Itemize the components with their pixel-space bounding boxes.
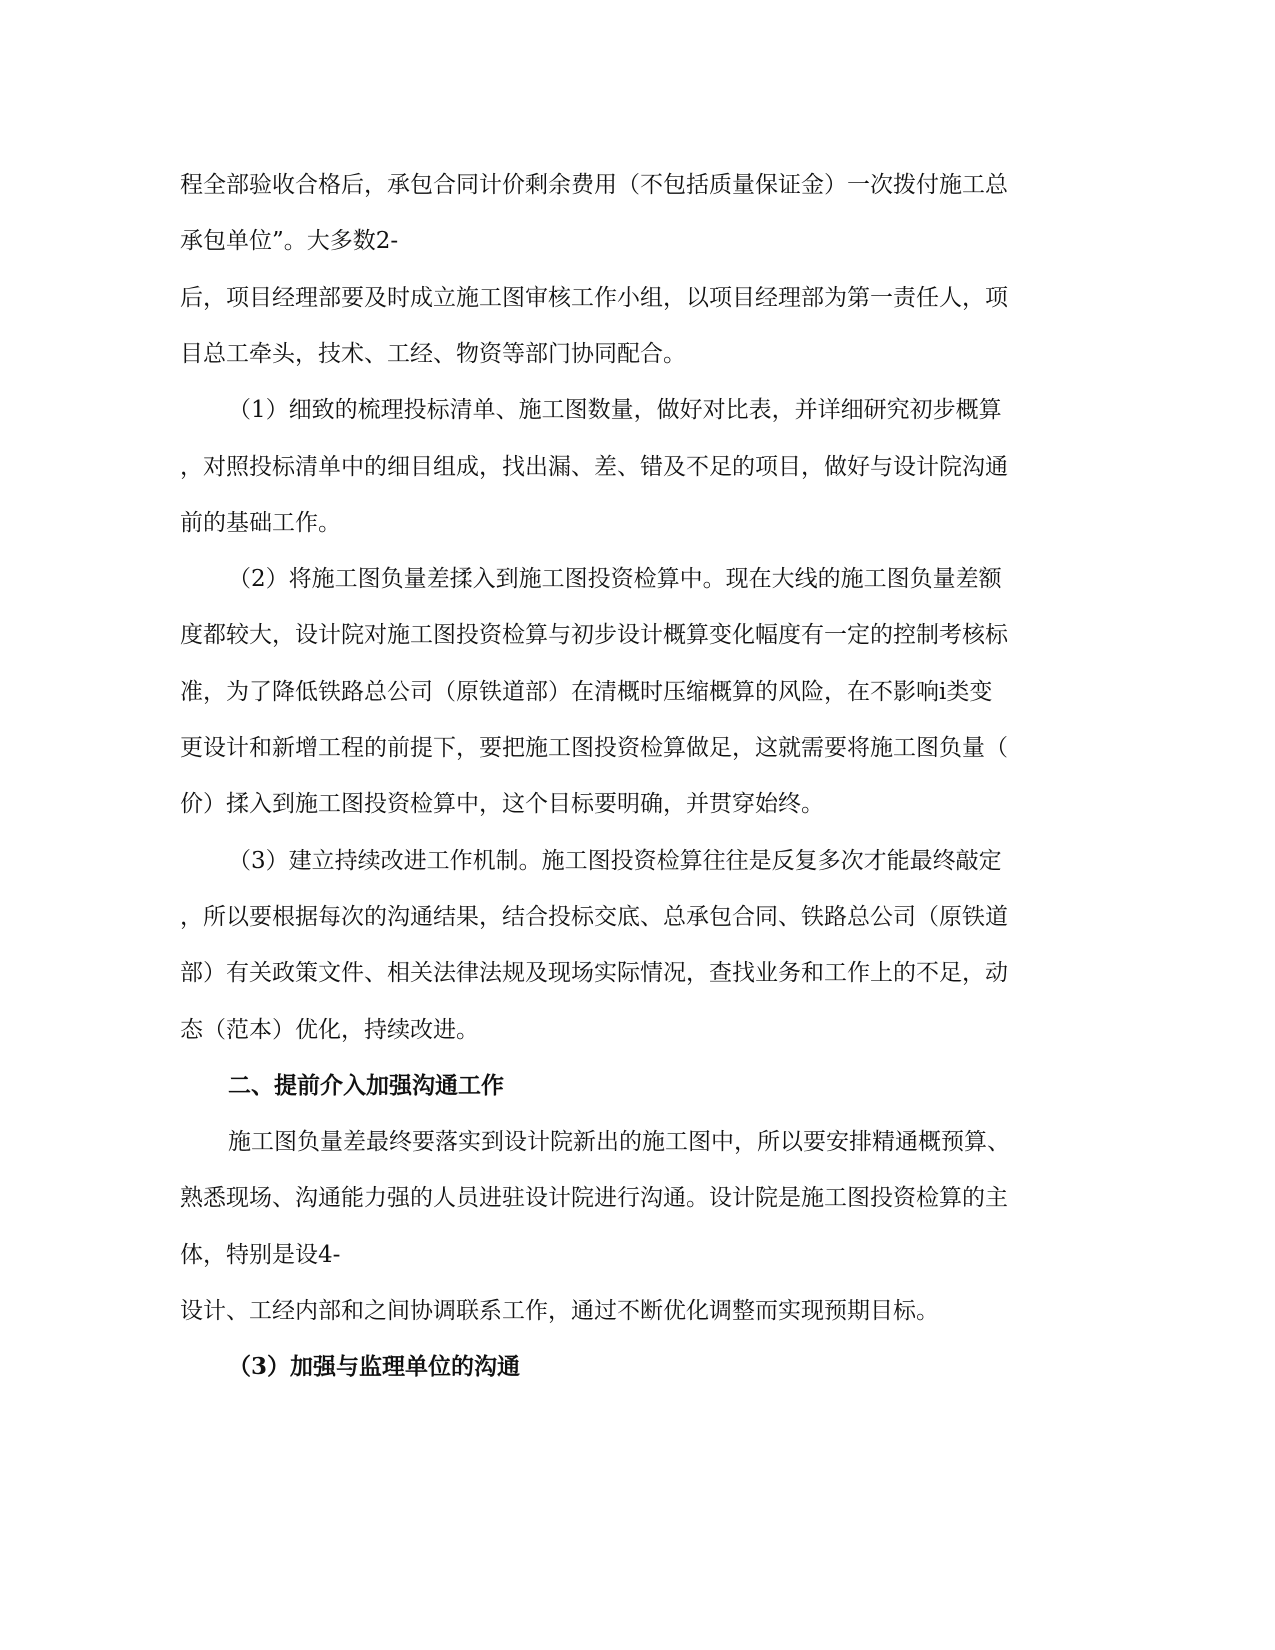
text-line: ，所以要根据每次的沟通结果，结合投标交底、总承包合同、铁路总公司（原铁道	[180, 904, 1008, 930]
text-line: 度都较大，设计院对施工图投资检算与初步设计概算变化幅度有一定的控制考核标	[180, 622, 1008, 648]
text-line: 承包单位”。大多数2-	[180, 228, 399, 254]
text-line: 施工图负量差最终要落实到设计院新出的施工图中，所以要安排精通概预算、	[228, 1129, 1010, 1155]
text-line: 价）揉入到施工图投资检算中，这个目标要明确，并贯穿始终。	[180, 791, 824, 817]
text-line: 程全部验收合格后，承包合同计价剩余费用（不包括质量保证金）一次拨付施工总	[180, 172, 1008, 198]
text-line: ，对照投标清单中的细目组成，找出漏、差、错及不足的项目，做好与设计院沟通	[180, 454, 1008, 480]
text-line: 准，为了降低铁路总公司（原铁道部）在清概时压缩概算的风险，在不影响i类变	[180, 679, 993, 705]
text-line: 体，特别是设4-	[180, 1242, 341, 1268]
text-line: 熟悉现场、沟通能力强的人员进驻设计院进行沟通。设计院是施工图投资检算的主	[180, 1185, 1008, 1211]
text-line: 部）有关政策文件、相关法律法规及现场实际情况，查找业务和工作上的不足，动	[180, 960, 1008, 986]
text-line: （1）细致的梳理投标清单、施工图数量，做好对比表，并详细研究初步概算	[228, 397, 1002, 423]
text-line: 更设计和新增工程的前提下，要把施工图投资检算做足，这就需要将施工图负量（	[180, 735, 1008, 761]
text-line: 后，项目经理部要及时成立施工图审核工作小组，以项目经理部为第一责任人，项	[180, 285, 1008, 311]
text-line: 态（范本）优化，持续改进。	[180, 1017, 479, 1043]
section-heading: 二、提前介入加强沟通工作	[228, 1072, 504, 1099]
text-line: （2）将施工图负量差揉入到施工图投资检算中。现在大线的施工图负量差额	[228, 566, 1002, 592]
text-line: 目总工牵头，技术、工经、物资等部门协同配合。	[180, 341, 686, 367]
text-line: 前的基础工作。	[180, 510, 341, 536]
section-heading: （3）加强与监理单位的沟通	[228, 1353, 521, 1380]
text-line: 设计、工经内部和之间协调联系工作，通过不断优化调整而实现预期目标。	[180, 1298, 939, 1324]
text-line: （3）建立持续改进工作机制。施工图投资检算往往是反复多次才能最终敲定	[228, 848, 1002, 874]
